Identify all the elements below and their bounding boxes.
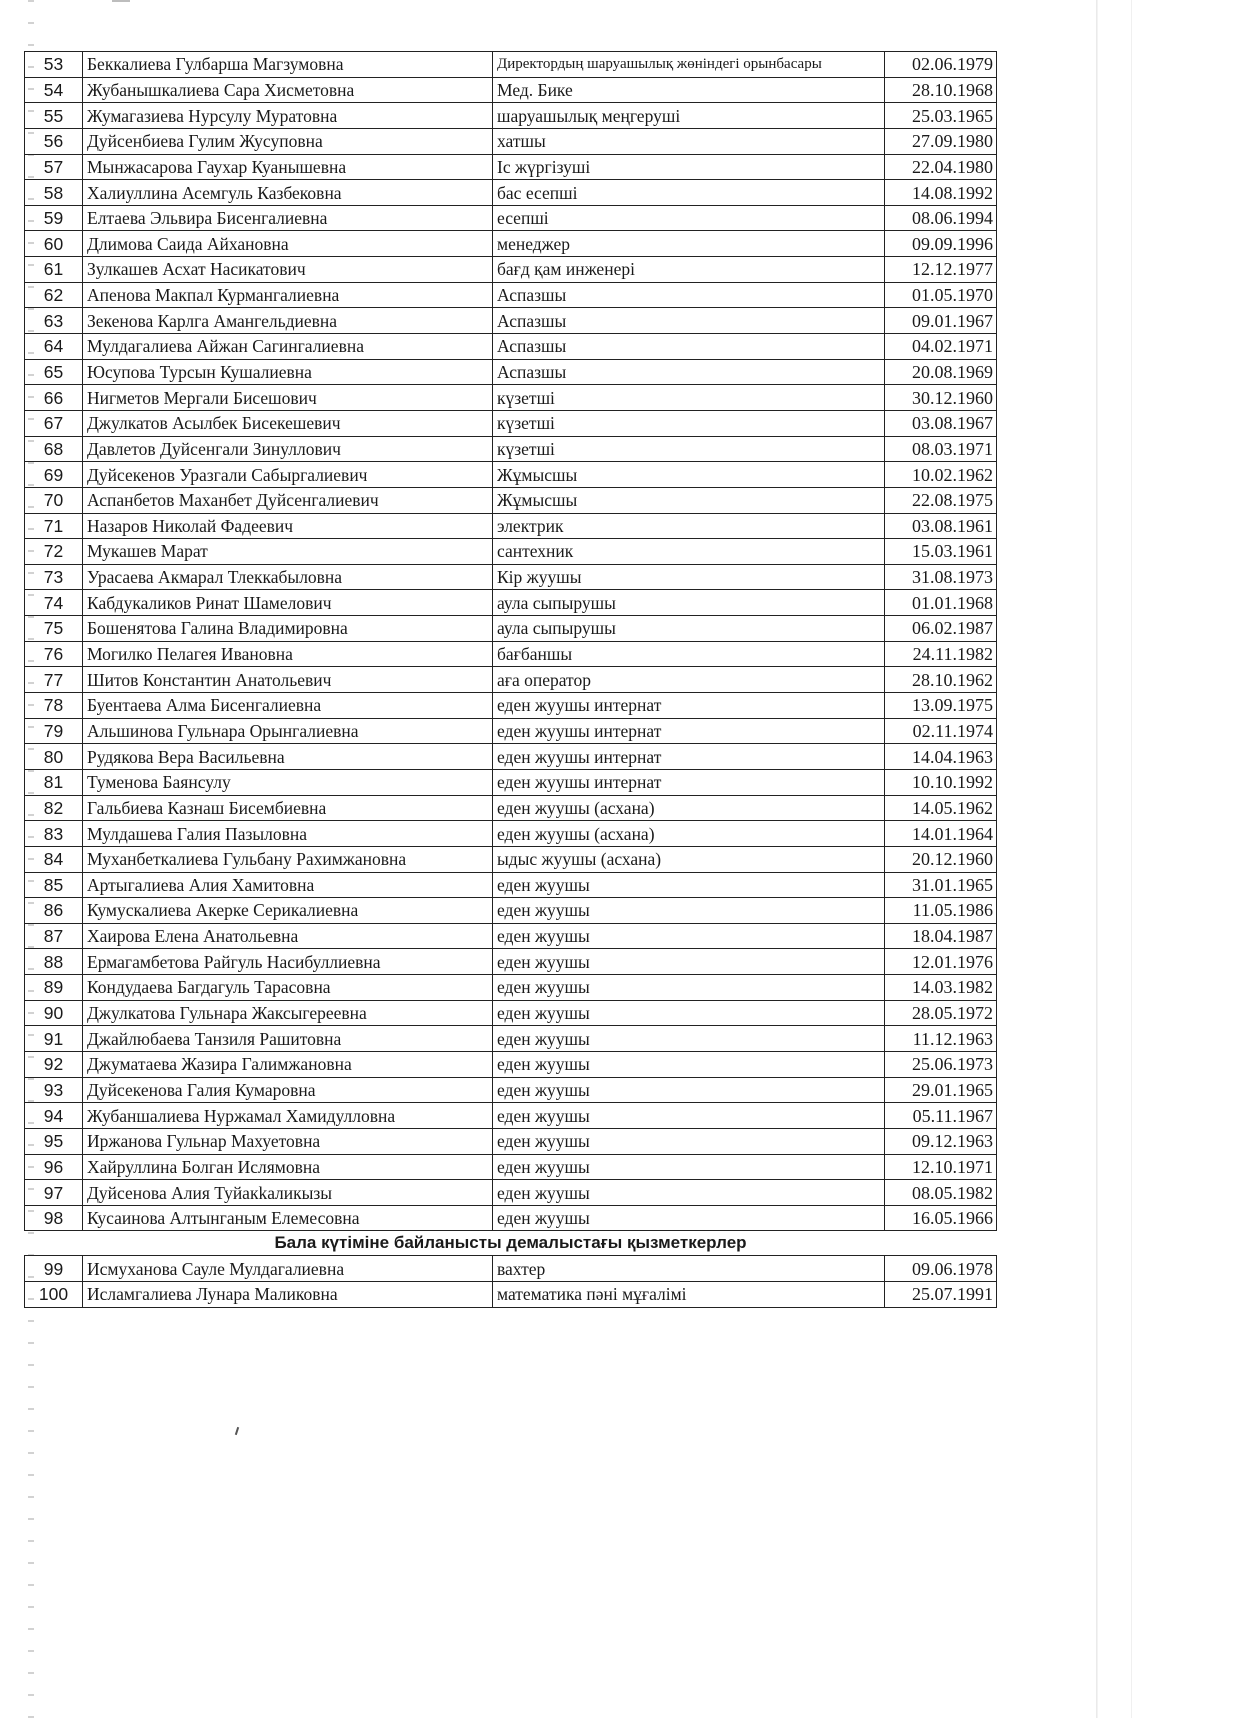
row-number: 93	[25, 1077, 83, 1103]
table-row	[25, 1154, 997, 1180]
birth-date: 01.01.1968	[885, 590, 997, 616]
employee-name: Шитов Константин Анатольевич	[83, 667, 493, 693]
employee-name: Урасаева Акмарал Тлеккабыловна	[83, 564, 493, 590]
row-number: 77	[25, 667, 83, 693]
table-row	[25, 872, 997, 898]
table-row	[25, 667, 997, 693]
employee-position: еден жуушы	[493, 975, 885, 1001]
employee-position: Аспазшы	[493, 334, 885, 360]
birth-date: 25.06.1973	[885, 1051, 997, 1077]
birth-date: 24.11.1982	[885, 641, 997, 667]
table-row	[25, 103, 997, 129]
row-number: 96	[25, 1154, 83, 1180]
row-number: 84	[25, 846, 83, 872]
birth-date: 11.12.1963	[885, 1026, 997, 1052]
birth-date: 30.12.1960	[885, 385, 997, 411]
table-row	[25, 334, 997, 360]
row-number: 76	[25, 641, 83, 667]
row-number: 79	[25, 718, 83, 744]
employee-position: аға оператор	[493, 667, 885, 693]
row-number: 85	[25, 872, 83, 898]
birth-date: 08.05.1982	[885, 1180, 997, 1206]
birth-date: 14.05.1962	[885, 795, 997, 821]
employee-position: еден жуушы	[493, 1103, 885, 1129]
row-number: 72	[25, 539, 83, 565]
employee-position: Жұмысшы	[493, 487, 885, 513]
employee-position: еден жуушы	[493, 1051, 885, 1077]
employee-position: еден жуушы	[493, 949, 885, 975]
row-number: 54	[25, 77, 83, 103]
table-row	[25, 949, 997, 975]
employee-name: Хаирова Елена Анатольевна	[83, 923, 493, 949]
section-row	[25, 1231, 997, 1256]
birth-date: 16.05.1966	[885, 1205, 997, 1231]
birth-date: 02.06.1979	[885, 52, 997, 78]
employee-position: Аспазшы	[493, 282, 885, 308]
table-row	[25, 1000, 997, 1026]
employee-name: Бошенятова Галина Владимировна	[83, 616, 493, 642]
row-number: 62	[25, 282, 83, 308]
employee-position: еден жуушы	[493, 1180, 885, 1206]
employee-position: аула сыпырушы	[493, 616, 885, 642]
birth-date: 22.08.1975	[885, 487, 997, 513]
birth-date: 09.01.1967	[885, 308, 997, 334]
row-number: 89	[25, 975, 83, 1001]
row-number: 82	[25, 795, 83, 821]
employee-position: еден жуушы	[493, 898, 885, 924]
table-row	[25, 487, 997, 513]
birth-date: 02.11.1974	[885, 718, 997, 744]
employee-name: Буентаева Алма Бисенгалиевна	[83, 693, 493, 719]
employee-name: Джайлюбаева Танзиля Рашитовна	[83, 1026, 493, 1052]
employee-name: Мулдагалиева Айжан Сагингалиевна	[83, 334, 493, 360]
stray-mark	[235, 1427, 239, 1435]
birth-date: 14.08.1992	[885, 180, 997, 206]
employee-name: Рудякова Вера Васильевна	[83, 744, 493, 770]
employee-name: Гальбиева Казнаш Бисембиевна	[83, 795, 493, 821]
employee-name: Зекенова Карлга Амангельдиевна	[83, 308, 493, 334]
table-row	[25, 975, 997, 1001]
employee-position: бағбаншы	[493, 641, 885, 667]
table-row	[25, 846, 997, 872]
row-number: 56	[25, 128, 83, 154]
table-row	[25, 436, 997, 462]
table-row	[25, 282, 997, 308]
employee-name: Назаров Николай Фадеевич	[83, 513, 493, 539]
birth-date: 14.01.1964	[885, 821, 997, 847]
table-row	[25, 410, 997, 436]
row-number: 64	[25, 334, 83, 360]
employee-name: Хайруллина Болган Ислямовна	[83, 1154, 493, 1180]
employee-name: Дуйсекенов Уразгали Сабыргалиевич	[83, 462, 493, 488]
birth-date: 25.03.1965	[885, 103, 997, 129]
table-row	[25, 1282, 997, 1308]
employee-name: Муханбеткалиева Гульбану Рахимжановна	[83, 846, 493, 872]
row-number: 99	[25, 1256, 83, 1282]
employee-name: Альшинова Гульнара Орынгалиевна	[83, 718, 493, 744]
employee-name: Исмуханова Сауле Мулдагалиевна	[83, 1256, 493, 1282]
staff-table-body	[25, 52, 997, 1308]
employee-name: Дуйсенбиева Гулим Жусуповна	[83, 128, 493, 154]
employee-name: Мынжасарова Гаухар Куанышевна	[83, 154, 493, 180]
table-row	[25, 154, 997, 180]
row-number: 86	[25, 898, 83, 924]
table-row	[25, 616, 997, 642]
employee-position: еден жуушы	[493, 1154, 885, 1180]
page-edge-shadow	[1131, 0, 1132, 1718]
employee-position: күзетші	[493, 385, 885, 411]
employee-position: еден жуушы (асхана)	[493, 821, 885, 847]
employee-position: Аспазшы	[493, 308, 885, 334]
employee-position: еден жуушы интернат	[493, 718, 885, 744]
birth-date: 01.05.1970	[885, 282, 997, 308]
employee-name: Исламгалиева Лунара Маликовна	[83, 1282, 493, 1308]
birth-date: 08.03.1971	[885, 436, 997, 462]
table-row	[25, 821, 997, 847]
row-number: 63	[25, 308, 83, 334]
row-number: 55	[25, 103, 83, 129]
employee-name: Нигметов Мергали Бисешович	[83, 385, 493, 411]
employee-position: Жұмысшы	[493, 462, 885, 488]
employee-name: Длимова Саида Айхановна	[83, 231, 493, 257]
employee-position: еден жуушы интернат	[493, 769, 885, 795]
birth-date: 04.02.1971	[885, 334, 997, 360]
row-number: 57	[25, 154, 83, 180]
birth-date: 28.10.1968	[885, 77, 997, 103]
table-row	[25, 769, 997, 795]
employee-name: Кусаинова Алтынганым Елемесовна	[83, 1205, 493, 1231]
table-row	[25, 590, 997, 616]
birth-date: 31.08.1973	[885, 564, 997, 590]
employee-position: электрик	[493, 513, 885, 539]
employee-position: менеджер	[493, 231, 885, 257]
employee-name: Жубанышкалиева Сара Хисметовна	[83, 77, 493, 103]
employee-name: Туменова Баянсулу	[83, 769, 493, 795]
birth-date: 05.11.1967	[885, 1103, 997, 1129]
table-row	[25, 77, 997, 103]
birth-date: 09.06.1978	[885, 1256, 997, 1282]
table-row	[25, 180, 997, 206]
birth-date: 27.09.1980	[885, 128, 997, 154]
employee-position: еден жуушы	[493, 923, 885, 949]
row-number: 75	[25, 616, 83, 642]
employee-position: вахтер	[493, 1256, 885, 1282]
page-edge-shadow	[1096, 0, 1098, 1718]
birth-date: 09.12.1963	[885, 1128, 997, 1154]
employee-position: хатшы	[493, 128, 885, 154]
birth-date: 12.12.1977	[885, 257, 997, 283]
birth-date: 14.04.1963	[885, 744, 997, 770]
employee-position: Іс жүргізуші	[493, 154, 885, 180]
birth-date: 12.10.1971	[885, 1154, 997, 1180]
employee-position: еден жуушы	[493, 1000, 885, 1026]
employee-position: сантехник	[493, 539, 885, 565]
table-row	[25, 128, 997, 154]
table-row	[25, 462, 997, 488]
birth-date: 15.03.1961	[885, 539, 997, 565]
birth-date: 18.04.1987	[885, 923, 997, 949]
employee-name: Кумускалиева Акерке Серикалиевна	[83, 898, 493, 924]
table-row	[25, 1026, 997, 1052]
birth-date: 09.09.1996	[885, 231, 997, 257]
row-number: 78	[25, 693, 83, 719]
row-number: 53	[25, 52, 83, 78]
employee-name: Джуматаева Жазира Галимжановна	[83, 1051, 493, 1077]
row-number: 98	[25, 1205, 83, 1231]
table-row	[25, 564, 997, 590]
birth-date: 28.05.1972	[885, 1000, 997, 1026]
employee-position: күзетші	[493, 436, 885, 462]
row-number: 87	[25, 923, 83, 949]
employee-name: Аспанбетов Маханбет Дуйсенгалиевич	[83, 487, 493, 513]
birth-date: 14.03.1982	[885, 975, 997, 1001]
employee-position: Мед. Бике	[493, 77, 885, 103]
row-number: 95	[25, 1128, 83, 1154]
table-row	[25, 1180, 997, 1206]
employee-name: Жумагазиева Нурсулу Муратовна	[83, 103, 493, 129]
employee-position: бағд қам инженері	[493, 257, 885, 283]
employee-name: Мукашев Марат	[83, 539, 493, 565]
employee-name: Мулдашева Галия Пазыловна	[83, 821, 493, 847]
employee-position: еден жуушы интернат	[493, 693, 885, 719]
table-row	[25, 257, 997, 283]
employee-position: ыдыс жуушы (асхана)	[493, 846, 885, 872]
row-number: 59	[25, 205, 83, 231]
row-number: 91	[25, 1026, 83, 1052]
birth-date: 10.02.1962	[885, 462, 997, 488]
employee-position: еден жуушы	[493, 1026, 885, 1052]
birth-date: 12.01.1976	[885, 949, 997, 975]
birth-date: 08.06.1994	[885, 205, 997, 231]
table-row	[25, 1128, 997, 1154]
employee-position: аула сыпырушы	[493, 590, 885, 616]
row-number: 90	[25, 1000, 83, 1026]
employee-position: еден жуушы	[493, 1128, 885, 1154]
table-row	[25, 1051, 997, 1077]
employee-name: Артыгалиева Алия Хамитовна	[83, 872, 493, 898]
row-number: 88	[25, 949, 83, 975]
employee-position: еден жуушы	[493, 1205, 885, 1231]
table-row	[25, 1205, 997, 1231]
employee-position: шаруашылық меңгеруші	[493, 103, 885, 129]
table-row	[25, 1103, 997, 1129]
table-row	[25, 795, 997, 821]
row-number: 65	[25, 359, 83, 385]
row-number: 67	[25, 410, 83, 436]
row-number: 66	[25, 385, 83, 411]
row-number: 97	[25, 1180, 83, 1206]
table-row	[25, 923, 997, 949]
table-row	[25, 308, 997, 334]
employee-name: Джулкатов Асылбек Бисекешевич	[83, 410, 493, 436]
employee-name: Иржанова Гульнар Махуетовна	[83, 1128, 493, 1154]
scan-mark	[112, 0, 130, 2]
row-number: 74	[25, 590, 83, 616]
birth-date: 29.01.1965	[885, 1077, 997, 1103]
table-row	[25, 1077, 997, 1103]
birth-date: 25.07.1991	[885, 1282, 997, 1308]
employee-position: Кір жуушы	[493, 564, 885, 590]
employee-name: Юсупова Турсын Кушалиевна	[83, 359, 493, 385]
birth-date: 28.10.1962	[885, 667, 997, 693]
employee-name: Джулкатова Гульнара Жаксыгереевна	[83, 1000, 493, 1026]
birth-date: 06.02.1987	[885, 616, 997, 642]
employee-position: еден жуушы (асхана)	[493, 795, 885, 821]
birth-date: 11.05.1986	[885, 898, 997, 924]
employee-name: Ермагамбетова Райгуль Насибуллиевна	[83, 949, 493, 975]
employee-name: Апенова Макпал Курмангалиевна	[83, 282, 493, 308]
employee-name: Жубаншалиева Нуржамал Хамидулловна	[83, 1103, 493, 1129]
table-row	[25, 641, 997, 667]
employee-position: еден жуушы	[493, 1077, 885, 1103]
table-row	[25, 52, 997, 78]
row-number: 60	[25, 231, 83, 257]
table-row	[25, 205, 997, 231]
table-row	[25, 1256, 997, 1282]
birth-date: 03.08.1967	[885, 410, 997, 436]
birth-date: 13.09.1975	[885, 693, 997, 719]
table-row	[25, 693, 997, 719]
table-row	[25, 359, 997, 385]
employee-position: бас есепші	[493, 180, 885, 206]
employee-position: Директордың шаруашылық жөніндегі орынбасары	[493, 52, 885, 78]
employee-position: Аспазшы	[493, 359, 885, 385]
row-number: 58	[25, 180, 83, 206]
employee-name: Халиуллина Асемгуль Казбековна	[83, 180, 493, 206]
table-row	[25, 231, 997, 257]
employee-position: есепші	[493, 205, 885, 231]
employee-name: Зулкашев Асхат Насикатович	[83, 257, 493, 283]
row-number: 83	[25, 821, 83, 847]
employee-name: Дуйсенова Алия Туйакkaликызы	[83, 1180, 493, 1206]
row-number: 69	[25, 462, 83, 488]
employee-name: Кабдукаликов Ринат Шамелович	[83, 590, 493, 616]
birth-date: 31.01.1965	[885, 872, 997, 898]
staff-table	[24, 51, 997, 1308]
table-row	[25, 513, 997, 539]
table-row	[25, 385, 997, 411]
employee-position: еден жуушы интернат	[493, 744, 885, 770]
table-row	[25, 539, 997, 565]
table-row	[25, 898, 997, 924]
employee-name: Могилко Пелагея Ивановна	[83, 641, 493, 667]
employee-name: Елтаева Эльвира Бисенгалиевна	[83, 205, 493, 231]
row-number: 61	[25, 257, 83, 283]
row-number: 92	[25, 1051, 83, 1077]
table-row	[25, 718, 997, 744]
row-number: 94	[25, 1103, 83, 1129]
row-number: 73	[25, 564, 83, 590]
employee-position: күзетші	[493, 410, 885, 436]
row-number: 70	[25, 487, 83, 513]
row-number: 71	[25, 513, 83, 539]
row-number: 100	[25, 1282, 83, 1308]
birth-date: 20.08.1969	[885, 359, 997, 385]
birth-date: 10.10.1992	[885, 769, 997, 795]
row-number: 80	[25, 744, 83, 770]
employee-name: Кондудаева Багдагуль Тарасовна	[83, 975, 493, 1001]
row-number: 81	[25, 769, 83, 795]
employee-position: математика пәні мұғалімі	[493, 1282, 885, 1308]
section-title: Бала күтіміне байланысты демалыстағы қызметкерлер	[25, 1231, 997, 1256]
birth-date: 20.12.1960	[885, 846, 997, 872]
birth-date: 03.08.1961	[885, 513, 997, 539]
employee-name: Беккалиева Гулбарша Магзумовна	[83, 52, 493, 78]
employee-name: Давлетов Дуйсенгали Зинуллович	[83, 436, 493, 462]
table-row	[25, 744, 997, 770]
employee-name: Дуйсекенова Галия Кумаровна	[83, 1077, 493, 1103]
birth-date: 22.04.1980	[885, 154, 997, 180]
row-number: 68	[25, 436, 83, 462]
employee-position: еден жуушы	[493, 872, 885, 898]
